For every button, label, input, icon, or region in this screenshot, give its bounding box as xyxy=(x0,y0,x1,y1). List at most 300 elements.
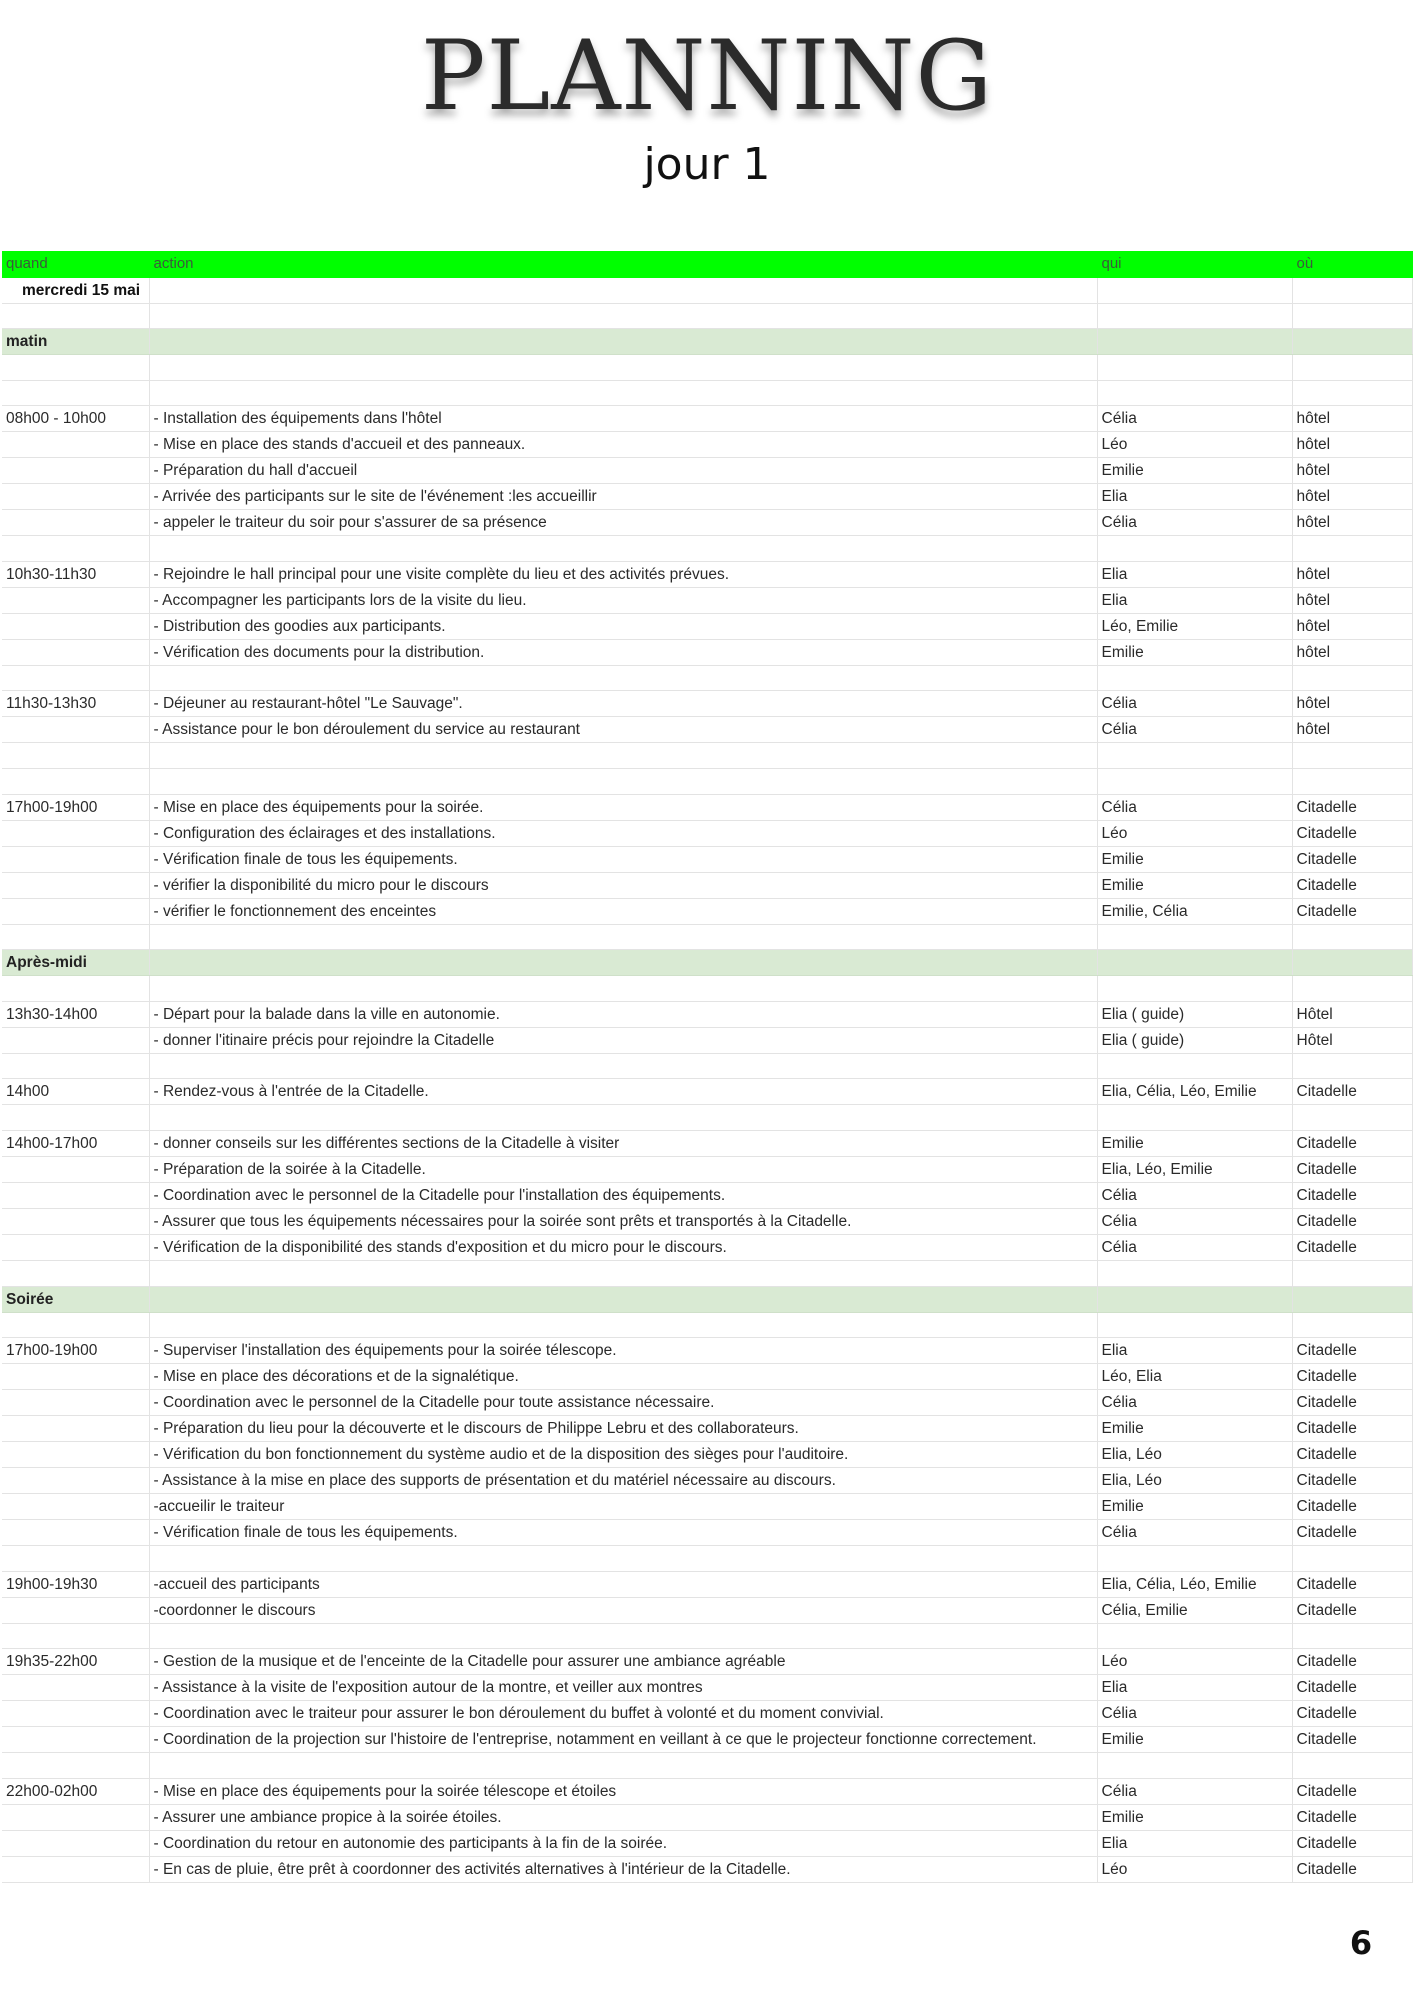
table-row xyxy=(2,561,1412,587)
cell-ou xyxy=(1292,329,1412,355)
cell-ou: hôtel xyxy=(1292,458,1412,484)
cell-qui: Célia xyxy=(1097,1235,1292,1261)
empty-row xyxy=(2,536,1412,562)
table-row xyxy=(2,1416,1412,1442)
cell-ou: Citadelle xyxy=(1292,1675,1412,1701)
cell-quand xyxy=(2,303,149,329)
cell-quand xyxy=(2,1623,149,1649)
table-row xyxy=(2,484,1412,510)
cell-quand xyxy=(2,872,149,898)
table-row xyxy=(2,872,1412,898)
cell-qui: Célia xyxy=(1097,691,1292,717)
cell-ou: Citadelle xyxy=(1292,1520,1412,1546)
cell-action: - Gestion de la musique et de l'enceinte de la Citadelle pour assurer une ambiance agréable xyxy=(149,1649,1097,1675)
cell-ou: Citadelle xyxy=(1292,1364,1412,1390)
empty-row xyxy=(2,1053,1412,1079)
cell-quand: mercredi 15 mai xyxy=(2,277,149,303)
cell-ou xyxy=(1292,665,1412,691)
cell-qui: Célia xyxy=(1097,1390,1292,1416)
cell-quand: matin xyxy=(2,329,149,355)
cell-qui: Elia xyxy=(1097,1831,1292,1857)
cell-action: - Mise en place des stands d'accueil et des panneaux. xyxy=(149,432,1097,458)
cell-quand xyxy=(2,1235,149,1261)
cell-ou xyxy=(1292,1623,1412,1649)
table-row xyxy=(2,1727,1412,1753)
cell-action: - Vérification des documents pour la distribution. xyxy=(149,639,1097,665)
empty-row xyxy=(2,1261,1412,1287)
cell-ou: Citadelle xyxy=(1292,1831,1412,1857)
cell-quand: 08h00 - 10h00 xyxy=(2,406,149,432)
cell-action: - Assistance pour le bon déroulement du service au restaurant xyxy=(149,717,1097,743)
cell-action: - Mise en place des équipements pour la soirée télescope et étoiles xyxy=(149,1779,1097,1805)
cell-ou: Citadelle xyxy=(1292,1442,1412,1468)
cell-ou: Hôtel xyxy=(1292,1001,1412,1027)
cell-action: - Assistance à la mise en place des supports de présentation et du matériel nécessaire au discours. xyxy=(149,1468,1097,1494)
cell-ou: Citadelle xyxy=(1292,872,1412,898)
cell-quand xyxy=(2,1183,149,1209)
cell-ou: Citadelle xyxy=(1292,1183,1412,1209)
cell-qui: Elia xyxy=(1097,587,1292,613)
cell-ou xyxy=(1292,1546,1412,1572)
cell-quand xyxy=(2,458,149,484)
cell-quand xyxy=(2,432,149,458)
empty-row xyxy=(2,1105,1412,1131)
cell-qui: Emilie xyxy=(1097,1131,1292,1157)
table-row xyxy=(2,1364,1412,1390)
cell-ou: hôtel xyxy=(1292,432,1412,458)
cell-quand xyxy=(2,1753,149,1779)
cell-action: - Préparation du hall d'accueil xyxy=(149,458,1097,484)
cell-qui xyxy=(1097,1105,1292,1131)
table-row xyxy=(2,1157,1412,1183)
empty-row xyxy=(2,743,1412,769)
cell-qui: Elia, Léo xyxy=(1097,1468,1292,1494)
cell-action xyxy=(149,1261,1097,1287)
cell-ou: hôtel xyxy=(1292,484,1412,510)
cell-action: -coordonner le discours xyxy=(149,1597,1097,1623)
cell-ou: Citadelle xyxy=(1292,1157,1412,1183)
table-row xyxy=(2,587,1412,613)
cell-action: - Départ pour la balade dans la ville en autonomie. xyxy=(149,1001,1097,1027)
cell-action: - Préparation de la soirée à la Citadelle. xyxy=(149,1157,1097,1183)
cell-quand xyxy=(2,510,149,536)
cell-action: - Vérification de la disponibilité des stands d'exposition et du micro pour le discours. xyxy=(149,1235,1097,1261)
cell-action: - Arrivée des participants sur le site de l'événement :les accueillir xyxy=(149,484,1097,510)
cell-quand xyxy=(2,639,149,665)
cell-action xyxy=(149,380,1097,406)
cell-quand xyxy=(2,717,149,743)
planning-table xyxy=(2,251,1413,1883)
cell-quand: 22h00-02h00 xyxy=(2,1779,149,1805)
header-action: action xyxy=(149,251,1097,277)
cell-qui: Elia, Célia, Léo, Emilie xyxy=(1097,1079,1292,1105)
table-row xyxy=(2,717,1412,743)
cell-action: - donner l'itinaire précis pour rejoindre la Citadelle xyxy=(149,1027,1097,1053)
cell-quand xyxy=(2,1209,149,1235)
cell-qui: Elia, Léo xyxy=(1097,1442,1292,1468)
cell-qui: Léo xyxy=(1097,1649,1292,1675)
cell-action: - Assurer que tous les équipements nécessaires pour la soirée sont prêts et transportés à la Citadelle. xyxy=(149,1209,1097,1235)
cell-ou: Citadelle xyxy=(1292,1416,1412,1442)
cell-action xyxy=(149,277,1097,303)
cell-quand xyxy=(2,1520,149,1546)
cell-qui: Célia xyxy=(1097,1209,1292,1235)
cell-ou xyxy=(1292,380,1412,406)
cell-ou: Citadelle xyxy=(1292,1494,1412,1520)
table-row xyxy=(2,1805,1412,1831)
cell-quand: 17h00-19h00 xyxy=(2,1338,149,1364)
cell-quand xyxy=(2,769,149,795)
table-row xyxy=(2,691,1412,717)
date-row xyxy=(2,277,1412,303)
cell-ou xyxy=(1292,769,1412,795)
cell-quand xyxy=(2,1494,149,1520)
cell-action xyxy=(149,769,1097,795)
cell-action xyxy=(149,536,1097,562)
cell-ou xyxy=(1292,950,1412,976)
cell-action: - Mise en place des décorations et de la signalétique. xyxy=(149,1364,1097,1390)
cell-qui: Elia xyxy=(1097,1338,1292,1364)
cell-quand xyxy=(2,1157,149,1183)
cell-qui: Emilie xyxy=(1097,1727,1292,1753)
cell-qui xyxy=(1097,950,1292,976)
cell-quand xyxy=(2,1105,149,1131)
cell-ou xyxy=(1292,924,1412,950)
cell-action xyxy=(149,976,1097,1002)
cell-qui xyxy=(1097,1312,1292,1338)
cell-quand: 14h00-17h00 xyxy=(2,1131,149,1157)
cell-ou: hôtel xyxy=(1292,510,1412,536)
cell-quand: 19h00-19h30 xyxy=(2,1571,149,1597)
table-row xyxy=(2,1442,1412,1468)
cell-ou: hôtel xyxy=(1292,691,1412,717)
cell-quand xyxy=(2,1416,149,1442)
cell-action: - vérifier le fonctionnement des enceintes xyxy=(149,898,1097,924)
table-row xyxy=(2,1001,1412,1027)
cell-qui: Emilie xyxy=(1097,872,1292,898)
section-row xyxy=(2,329,1412,355)
cell-ou: hôtel xyxy=(1292,613,1412,639)
cell-ou xyxy=(1292,536,1412,562)
table-row xyxy=(2,1235,1412,1261)
table-row xyxy=(2,1183,1412,1209)
cell-qui xyxy=(1097,976,1292,1002)
cell-ou xyxy=(1292,1105,1412,1131)
cell-quand xyxy=(2,1442,149,1468)
cell-action: - Configuration des éclairages et des installations. xyxy=(149,820,1097,846)
empty-row xyxy=(2,1312,1412,1338)
table-row xyxy=(2,1079,1412,1105)
cell-action: - Vérification finale de tous les équipements. xyxy=(149,1520,1097,1546)
cell-quand xyxy=(2,536,149,562)
cell-action xyxy=(149,1753,1097,1779)
page-title: PLANNING xyxy=(420,20,994,132)
cell-action xyxy=(149,355,1097,381)
cell-qui: Emilie xyxy=(1097,1416,1292,1442)
cell-action: - Coordination de la projection sur l'histoire de l'entreprise, notamment en veillant à ce que le projecteur fonctionne correctement. xyxy=(149,1727,1097,1753)
cell-action: - Distribution des goodies aux participants. xyxy=(149,613,1097,639)
cell-quand xyxy=(2,1312,149,1338)
cell-ou xyxy=(1292,1753,1412,1779)
cell-quand xyxy=(2,1675,149,1701)
cell-quand xyxy=(2,1027,149,1053)
cell-qui: Elia, Célia, Léo, Emilie xyxy=(1097,1571,1292,1597)
empty-row xyxy=(2,976,1412,1002)
empty-row xyxy=(2,380,1412,406)
cell-qui: Emilie, Célia xyxy=(1097,898,1292,924)
cell-action: - Rendez-vous à l'entrée de la Citadelle. xyxy=(149,1079,1097,1105)
cell-qui xyxy=(1097,924,1292,950)
table-row xyxy=(2,1390,1412,1416)
cell-action: - Coordination avec le personnel de la Citadelle pour toute assistance nécessaire. xyxy=(149,1390,1097,1416)
table-row xyxy=(2,898,1412,924)
table-row xyxy=(2,1779,1412,1805)
cell-action: -accueilir le traiteur xyxy=(149,1494,1097,1520)
empty-row xyxy=(2,665,1412,691)
cell-action: - Assurer une ambiance propice à la soirée étoiles. xyxy=(149,1805,1097,1831)
empty-row xyxy=(2,355,1412,381)
cell-action xyxy=(149,1546,1097,1572)
cell-ou: Citadelle xyxy=(1292,820,1412,846)
cell-quand xyxy=(2,380,149,406)
table-row xyxy=(2,1520,1412,1546)
page-number: 6 xyxy=(1349,1924,1373,1962)
cell-quand: 13h30-14h00 xyxy=(2,1001,149,1027)
cell-ou: Citadelle xyxy=(1292,1338,1412,1364)
cell-quand xyxy=(2,898,149,924)
cell-action: - Rejoindre le hall principal pour une visite complète du lieu et des activités prévues. xyxy=(149,561,1097,587)
cell-action: - Préparation du lieu pour la découverte et le discours de Philippe Lebru et des collaborateurs. xyxy=(149,1416,1097,1442)
cell-ou: hôtel xyxy=(1292,561,1412,587)
table-row xyxy=(2,1494,1412,1520)
cell-action: - Installation des équipements dans l'hôtel xyxy=(149,406,1097,432)
table-row xyxy=(2,432,1412,458)
cell-quand xyxy=(2,743,149,769)
cell-ou: hôtel xyxy=(1292,587,1412,613)
table-row xyxy=(2,1675,1412,1701)
cell-ou: Citadelle xyxy=(1292,1468,1412,1494)
cell-qui: Célia xyxy=(1097,717,1292,743)
cell-quand xyxy=(2,1261,149,1287)
cell-action: - Mise en place des équipements pour la soirée. xyxy=(149,794,1097,820)
cell-qui xyxy=(1097,355,1292,381)
table-row xyxy=(2,1571,1412,1597)
cell-qui xyxy=(1097,277,1292,303)
empty-row xyxy=(2,303,1412,329)
cell-ou: Citadelle xyxy=(1292,1597,1412,1623)
cell-quand: 19h35-22h00 xyxy=(2,1649,149,1675)
cell-ou: hôtel xyxy=(1292,639,1412,665)
cell-qui: Léo, Elia xyxy=(1097,1364,1292,1390)
cell-ou: Hôtel xyxy=(1292,1027,1412,1053)
cell-quand xyxy=(2,1546,149,1572)
cell-action xyxy=(149,665,1097,691)
empty-row xyxy=(2,769,1412,795)
cell-ou: Citadelle xyxy=(1292,1701,1412,1727)
cell-action xyxy=(149,743,1097,769)
cell-ou xyxy=(1292,355,1412,381)
table-row xyxy=(2,794,1412,820)
header-quand: quand xyxy=(2,251,149,277)
cell-action: - appeler le traiteur du soir pour s'assurer de sa présence xyxy=(149,510,1097,536)
cell-ou xyxy=(1292,303,1412,329)
cell-quand: 11h30-13h30 xyxy=(2,691,149,717)
cell-quand xyxy=(2,1468,149,1494)
cell-ou: Citadelle xyxy=(1292,846,1412,872)
cell-action xyxy=(149,950,1097,976)
table-row xyxy=(2,820,1412,846)
table-row xyxy=(2,846,1412,872)
cell-action xyxy=(149,924,1097,950)
table-row xyxy=(2,1468,1412,1494)
table-row xyxy=(2,1597,1412,1623)
cell-quand xyxy=(2,665,149,691)
cell-action xyxy=(149,1105,1097,1131)
cell-qui xyxy=(1097,1261,1292,1287)
cell-qui: Léo xyxy=(1097,432,1292,458)
table-row xyxy=(2,1831,1412,1857)
table-row xyxy=(2,1701,1412,1727)
cell-qui: Emilie xyxy=(1097,1805,1292,1831)
cell-qui: Léo, Emilie xyxy=(1097,613,1292,639)
table-row xyxy=(2,458,1412,484)
cell-qui: Elia ( guide) xyxy=(1097,1001,1292,1027)
cell-ou xyxy=(1292,1312,1412,1338)
cell-action: - donner conseils sur les différentes sections de la Citadelle à visiter xyxy=(149,1131,1097,1157)
cell-qui: Elia xyxy=(1097,1675,1292,1701)
cell-qui: Emilie xyxy=(1097,458,1292,484)
cell-quand xyxy=(2,587,149,613)
cell-qui: Léo xyxy=(1097,1857,1292,1883)
cell-quand xyxy=(2,355,149,381)
cell-ou: Citadelle xyxy=(1292,1805,1412,1831)
empty-row xyxy=(2,1753,1412,1779)
cell-qui: Léo xyxy=(1097,820,1292,846)
table-row xyxy=(2,1209,1412,1235)
cell-qui xyxy=(1097,1546,1292,1572)
cell-quand xyxy=(2,1857,149,1883)
cell-qui xyxy=(1097,743,1292,769)
header-qui: qui xyxy=(1097,251,1292,277)
cell-quand xyxy=(2,846,149,872)
header-ou: où xyxy=(1292,251,1412,277)
cell-quand: Soirée xyxy=(2,1286,149,1312)
empty-row xyxy=(2,924,1412,950)
cell-quand xyxy=(2,1831,149,1857)
cell-action xyxy=(149,1286,1097,1312)
cell-ou xyxy=(1292,1261,1412,1287)
cell-ou: Citadelle xyxy=(1292,1779,1412,1805)
cell-qui: Célia xyxy=(1097,1701,1292,1727)
cell-quand xyxy=(2,484,149,510)
cell-action: - Accompagner les participants lors de la visite du lieu. xyxy=(149,587,1097,613)
cell-quand xyxy=(2,924,149,950)
cell-action xyxy=(149,303,1097,329)
cell-ou: Citadelle xyxy=(1292,1727,1412,1753)
cell-action: - Coordination avec le personnel de la Citadelle pour l'installation des équipements. xyxy=(149,1183,1097,1209)
cell-ou xyxy=(1292,743,1412,769)
cell-action: - Coordination avec le traiteur pour assurer le bon déroulement du buffet à volonté et du moment convivial. xyxy=(149,1701,1097,1727)
cell-ou xyxy=(1292,1053,1412,1079)
cell-qui xyxy=(1097,536,1292,562)
cell-action: - Vérification du bon fonctionnement du système audio et de la disposition des sièges pour l'auditoire. xyxy=(149,1442,1097,1468)
cell-ou: Citadelle xyxy=(1292,1209,1412,1235)
table-row xyxy=(2,613,1412,639)
cell-qui: Célia xyxy=(1097,406,1292,432)
cell-qui: Elia ( guide) xyxy=(1097,1027,1292,1053)
table-row xyxy=(2,406,1412,432)
cell-ou: Citadelle xyxy=(1292,1079,1412,1105)
cell-quand xyxy=(2,1053,149,1079)
cell-qui: Emilie xyxy=(1097,1494,1292,1520)
cell-quand xyxy=(2,1727,149,1753)
cell-ou xyxy=(1292,976,1412,1002)
cell-qui xyxy=(1097,1753,1292,1779)
page-subtitle: jour 1 xyxy=(643,139,771,190)
cell-qui: Emilie xyxy=(1097,639,1292,665)
cell-ou: hôtel xyxy=(1292,406,1412,432)
cell-quand xyxy=(2,1390,149,1416)
cell-quand xyxy=(2,1805,149,1831)
table-row xyxy=(2,510,1412,536)
cell-action: - vérifier la disponibilité du micro pour le discours xyxy=(149,872,1097,898)
cell-ou xyxy=(1292,1286,1412,1312)
table-row xyxy=(2,1857,1412,1883)
cell-quand: 14h00 xyxy=(2,1079,149,1105)
cell-qui: Célia xyxy=(1097,1520,1292,1546)
cell-ou xyxy=(1292,277,1412,303)
empty-row xyxy=(2,1546,1412,1572)
cell-qui xyxy=(1097,1623,1292,1649)
cell-quand xyxy=(2,976,149,1002)
cell-qui xyxy=(1097,769,1292,795)
cell-ou: Citadelle xyxy=(1292,1571,1412,1597)
cell-quand: 10h30-11h30 xyxy=(2,561,149,587)
cell-action: - Déjeuner au restaurant-hôtel "Le Sauvage". xyxy=(149,691,1097,717)
cell-qui: Célia xyxy=(1097,510,1292,536)
empty-row xyxy=(2,1623,1412,1649)
cell-qui: Célia xyxy=(1097,794,1292,820)
cell-qui: Célia xyxy=(1097,1779,1292,1805)
table-row xyxy=(2,1027,1412,1053)
section-row xyxy=(2,950,1412,976)
section-row xyxy=(2,1286,1412,1312)
cell-qui: Elia, Léo, Emilie xyxy=(1097,1157,1292,1183)
cell-action: - Vérification finale de tous les équipements. xyxy=(149,846,1097,872)
cell-ou: Citadelle xyxy=(1292,1390,1412,1416)
cell-quand: 17h00-19h00 xyxy=(2,794,149,820)
cell-quand xyxy=(2,1597,149,1623)
cell-qui: Emilie xyxy=(1097,846,1292,872)
cell-quand xyxy=(2,1364,149,1390)
cell-action: -accueil des participants xyxy=(149,1571,1097,1597)
cell-qui xyxy=(1097,329,1292,355)
cell-qui xyxy=(1097,665,1292,691)
cell-action xyxy=(149,329,1097,355)
table-row xyxy=(2,1131,1412,1157)
cell-qui xyxy=(1097,1053,1292,1079)
table-row xyxy=(2,639,1412,665)
cell-action: - Superviser l'installation des équipements pour la soirée télescope. xyxy=(149,1338,1097,1364)
cell-ou: Citadelle xyxy=(1292,1235,1412,1261)
cell-quand xyxy=(2,820,149,846)
cell-qui: Elia xyxy=(1097,484,1292,510)
cell-qui: Célia, Emilie xyxy=(1097,1597,1292,1623)
table-header-row xyxy=(2,251,1412,277)
cell-quand: Après-midi xyxy=(2,950,149,976)
table-row xyxy=(2,1338,1412,1364)
cell-action: - En cas de pluie, être prêt à coordonner des activités alternatives à l'intérieur de la Citadelle. xyxy=(149,1857,1097,1883)
